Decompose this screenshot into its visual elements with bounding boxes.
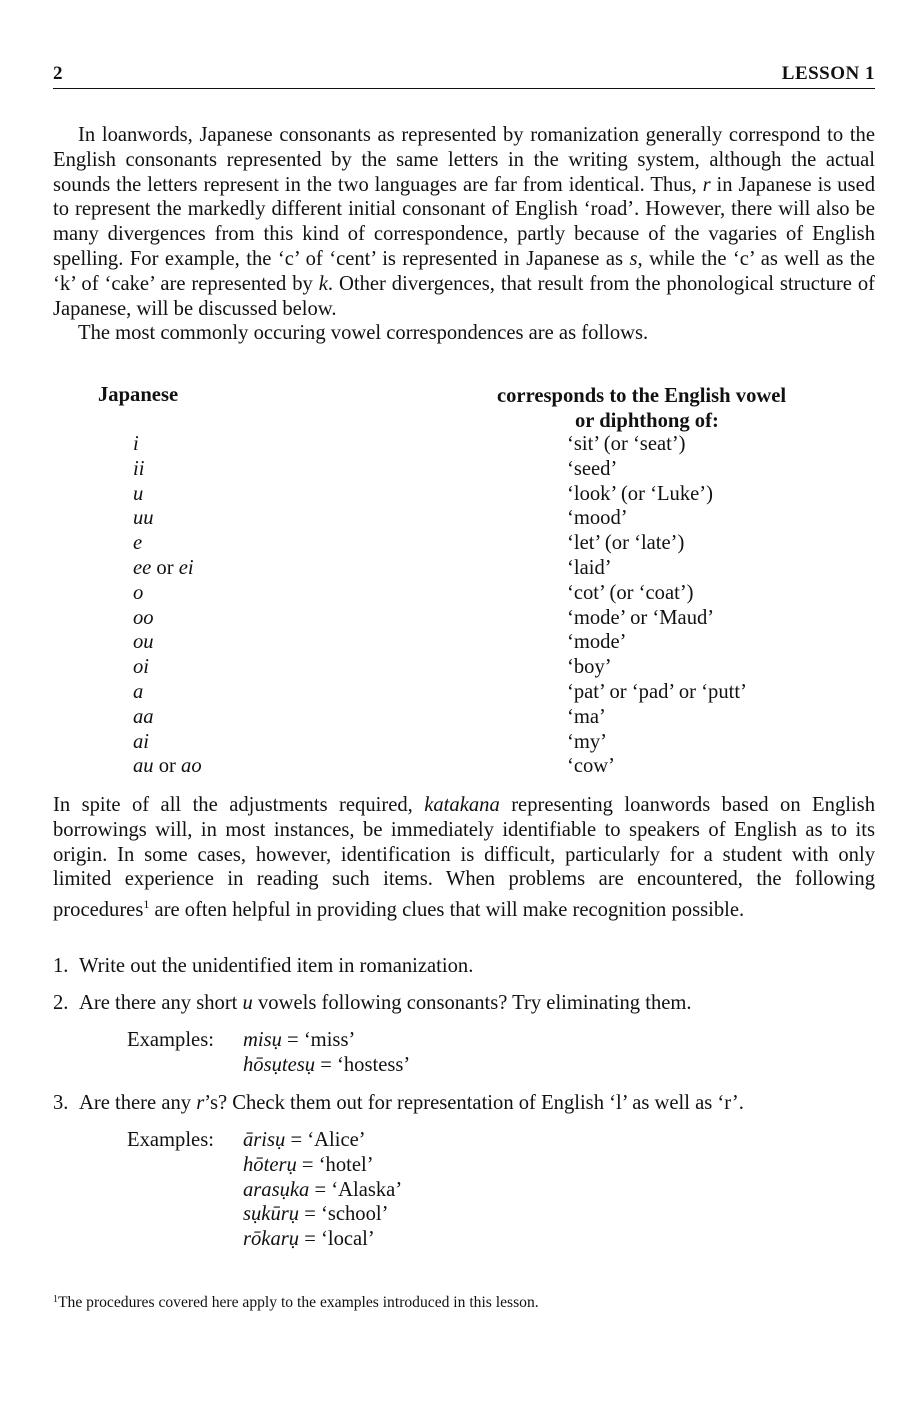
- intro-paragraph: In loanwords, Japanese consonants as represented by romanization generally correspond to the English consonants represented by the same letters in the writing system, although the actual sounds the letters represent in the two languages are far from identical. Thus, r in Japanese is used to represent the markedly different initial consonant of English ‘road’. However, there will also be many divergences from this kind of correspondence, partly because of the vagaries of English spelling. For example, the ‘c’ of ‘cent’ is represented in Japanese as s, while the ‘c’ as well as the ‘k’ of ‘cake’ are represented by k. Other divergences, that result from the phonological structure of Japanese, will be discussed below.: [53, 124, 876, 320]
- table-row: [0, 582, 907, 607]
- english-gloss: ‘hostess’: [337, 1053, 411, 1076]
- procedure-step-3: 3. Are there any r’s? Check them out for representation of English ‘l’ as well as ‘r’.: [53, 1092, 744, 1114]
- english-equivalent: ‘boy’: [567, 656, 612, 679]
- example-item: [243, 1054, 410, 1077]
- english-gloss: ‘miss’: [303, 1029, 356, 1051]
- english-gloss: ‘Alaska’: [331, 1178, 403, 1201]
- header-rule: [53, 88, 875, 89]
- english-equivalent: ‘sit’ (or ‘seat’): [567, 433, 686, 455]
- column-header-english: corresponds to the English vowel or diphthong of:: [497, 385, 787, 432]
- romanized-word: hōsụtesụ: [243, 1053, 316, 1076]
- footnote: $^1$The procedures covered here apply to the examples introduced in this lesson.: [53, 1294, 539, 1311]
- japanese-vowel: aa: [133, 705, 154, 728]
- example-item: [243, 1129, 366, 1152]
- table-row: [0, 607, 907, 632]
- japanese-vowel: o: [133, 581, 144, 604]
- intro-section: [53, 123, 875, 346]
- japanese-vowel: oi: [133, 656, 150, 679]
- example-item: [243, 1029, 355, 1052]
- column-header-japanese: Japanese: [98, 384, 179, 406]
- english-equivalent: ‘cow’: [567, 755, 616, 778]
- examples-label: Examples:: [127, 1129, 214, 1151]
- table-row: [0, 458, 907, 483]
- example-item: [243, 1203, 388, 1226]
- procedure-step-2: 2. Are there any short u vowels following consonants? Try eliminating them.: [53, 992, 692, 1014]
- romanized-word: misụ: [243, 1029, 282, 1051]
- japanese-vowel: au or ao: [133, 755, 202, 778]
- table-row: [0, 532, 907, 557]
- japanese-vowel: ii: [133, 457, 145, 480]
- japanese-vowel: ou: [133, 631, 154, 654]
- table-row: [0, 507, 907, 532]
- running-header: [53, 63, 875, 85]
- romanized-word: arasụka: [243, 1178, 310, 1201]
- table-row: [0, 433, 907, 458]
- english-gloss: ‘hotel’: [318, 1153, 374, 1176]
- table-row: [0, 731, 907, 756]
- table-row: [0, 631, 907, 656]
- japanese-vowel: i: [133, 433, 139, 455]
- example-item: [243, 1228, 375, 1251]
- japanese-vowel: ai: [133, 730, 150, 753]
- table-row: [0, 656, 907, 681]
- table-row: [0, 706, 907, 731]
- english-equivalent: ‘mood’: [567, 507, 628, 530]
- equals-sign: =: [281, 1029, 304, 1051]
- japanese-vowel: e: [133, 532, 143, 555]
- japanese-vowel: uu: [133, 507, 154, 530]
- equals-sign: =: [315, 1053, 337, 1076]
- recognition-paragraph: In spite of all the adjustments required, katakana representing loanwords based on English borrowings will, in most instances, be immediately identifiable to speakers of English as to its origin. In some cases, however, identification is difficult, particularly for a student with only limited experience in reading such items. When problems are encountered, the following procedures$^1$ are often helpful in providing clues that will make recognition possible.: [53, 794, 875, 922]
- example-item: [243, 1154, 374, 1177]
- table-row: [0, 681, 907, 706]
- procedure-step-1: 1. Write out the unidentified item in romanization.: [53, 955, 474, 977]
- lesson-title: LESSON 1: [781, 63, 875, 84]
- example-item: [243, 1179, 402, 1202]
- page-number: 2: [53, 63, 63, 84]
- english-equivalent: ‘laid’: [567, 557, 612, 579]
- equals-sign: =: [299, 1203, 321, 1226]
- english-equivalent: ‘my’: [567, 730, 608, 753]
- english-gloss: ‘school’: [320, 1203, 389, 1226]
- romanized-word: sụkūrụ: [243, 1203, 300, 1226]
- table-row: [0, 557, 907, 582]
- english-equivalent: ‘ma’: [567, 705, 606, 728]
- english-gloss: ‘local’: [320, 1228, 375, 1251]
- english-equivalent: ‘let’ (or ‘late’): [567, 532, 685, 555]
- english-equivalent: ‘pat’ or ‘pad’ or ‘putt’: [567, 681, 747, 703]
- equals-sign: =: [296, 1153, 319, 1176]
- examples-label: Examples:: [127, 1029, 214, 1051]
- table-intro-paragraph: The most commonly occuring vowel correspondences are as follows.: [78, 322, 649, 345]
- equals-sign: =: [299, 1228, 321, 1251]
- english-equivalent: ‘mode’ or ‘Maud’: [567, 606, 715, 629]
- english-gloss: ‘Alice’: [307, 1129, 366, 1151]
- equals-sign: =: [309, 1178, 332, 1201]
- english-equivalent: ‘cot’ (or ‘coat’): [567, 581, 694, 604]
- english-equivalent: ‘seed’: [567, 457, 618, 480]
- romanized-word: rōkarụ: [243, 1228, 300, 1251]
- table-row: [0, 755, 907, 780]
- table-row: [0, 483, 907, 508]
- english-equivalent: ‘mode’: [567, 631, 627, 654]
- romanized-word: hōterụ: [243, 1153, 297, 1176]
- romanized-word: ārisụ: [243, 1129, 286, 1151]
- equals-sign: =: [285, 1129, 308, 1151]
- english-equivalent: ‘look’ (or ‘Luke’): [567, 482, 713, 505]
- japanese-vowel: u: [133, 482, 144, 505]
- japanese-vowel: a: [133, 681, 144, 703]
- japanese-vowel: oo: [133, 606, 154, 629]
- japanese-vowel: ee or ei: [133, 557, 194, 579]
